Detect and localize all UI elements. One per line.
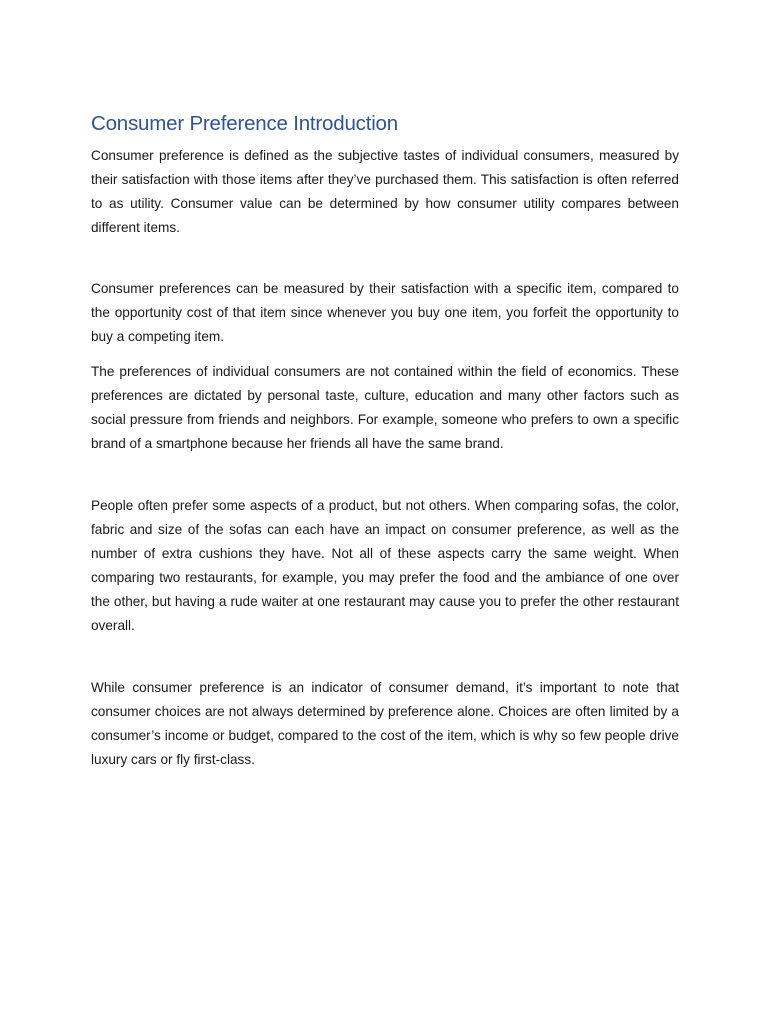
paragraph-demand: While consumer preference is an indicator of consumer demand, it’s important to note that consumer choices are not always determined by preference alone. Choices are often limited by a consumer’s income or budget, compared to the cost of the item, which is why so few people drive luxury cars or fly first-class. [91, 680, 679, 767]
paragraph-measurement: Consumer preferences can be measured by their satisfaction with a specific item, compared to the opportunity cost of that item since whenever you buy one item, you forfeit the opportunity to buy a competing item. [91, 281, 679, 344]
paragraph-influences: The preferences of individual consumers are not contained within the field of economics. These preferences are dictated by personal taste, culture, education and many other factors such as social pressure from friends and neighbors. For example, someone who prefers to own a specific brand of a smartphone because her friends all have the same brand. [91, 364, 679, 451]
paragraph-aspects: People often prefer some aspects of a product, but not others. When comparing sofas, the color, fabric and size of the sofas can each have an impact on consumer preference, as well as the number of extra cushions they have. Not all of these aspects carry the same weight. When comparing two restaurants, for example, you may prefer the food and the ambiance of one over the other, but having a rude waiter at one restaurant may cause you to prefer the other restaurant overall. [91, 498, 679, 633]
document-heading: Consumer Preference Introduction [91, 112, 398, 135]
paragraph-definition: Consumer preference is defined as the subjective tastes of individual consumers, measured by their satisfaction with those items after they’ve purchased them. This satisfaction is often referred to as utility. Consumer value can be determined by how consumer utility compares between different items. [91, 148, 679, 235]
document-body [91, 109, 679, 772]
